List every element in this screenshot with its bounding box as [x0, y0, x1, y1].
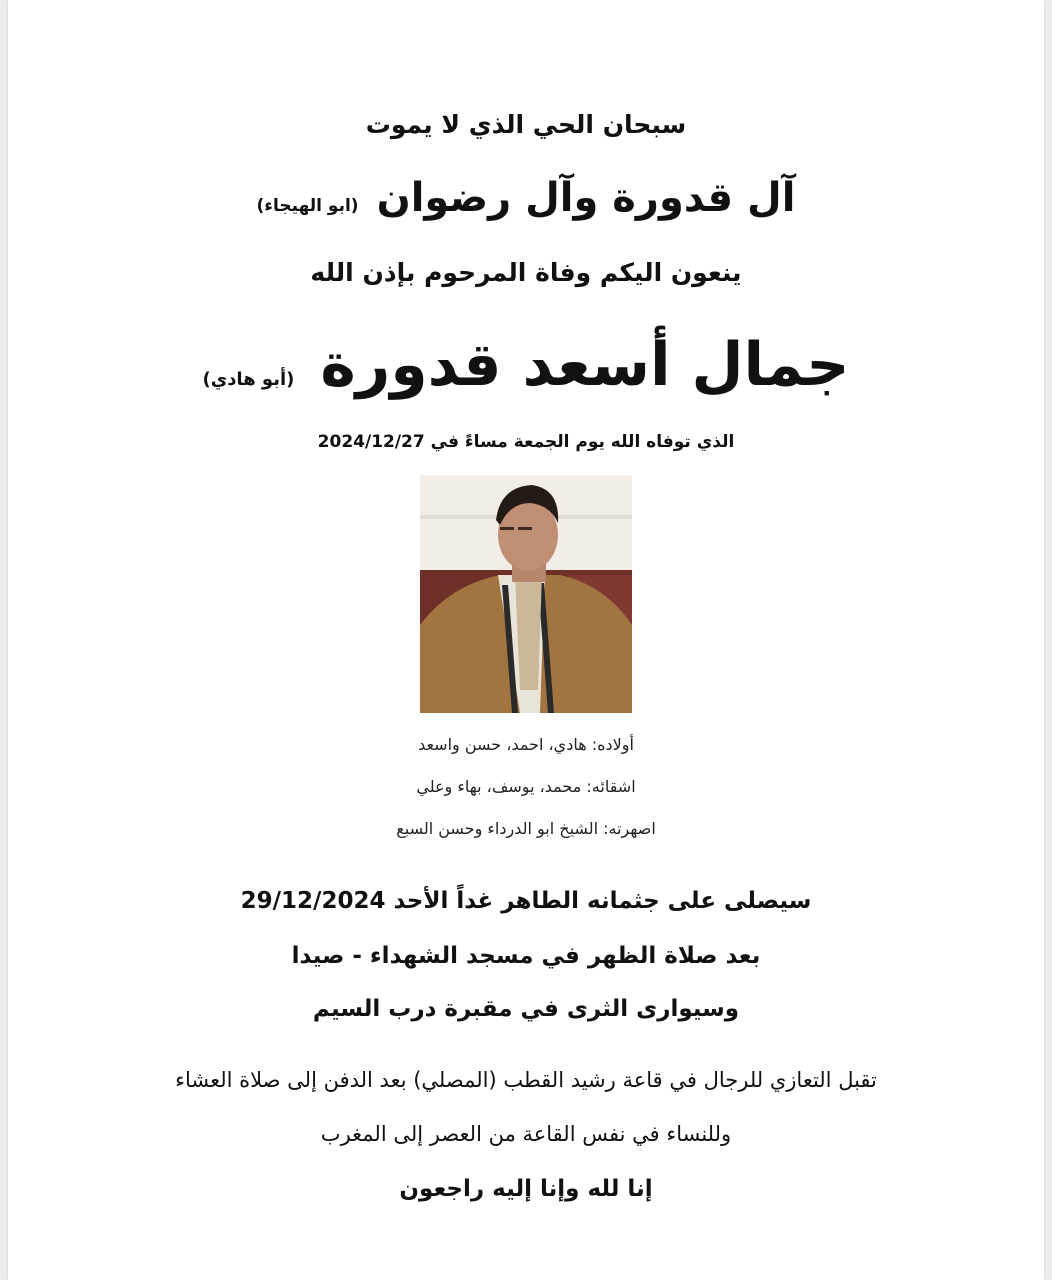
deceased-name: جمال أسعد قدورة	[320, 330, 850, 400]
deceased-photo	[420, 475, 632, 713]
condolences-men-line: تقبل التعازي للرجال في قاعة رشيد القطب (المصلي) بعد الدفن إلى صلاة العشاء	[175, 1068, 877, 1092]
prayer-location-line: بعد صلاة الظهر في مسجد الشهداء - صيدا	[291, 943, 761, 969]
families-line	[8, 175, 1044, 221]
condolences-women-line: وللنساء في نفس القاعة من العصر إلى المغرب	[320, 1122, 732, 1146]
obituary-page	[8, 0, 1044, 1280]
families-nickname: (ابو الهيجاء)	[256, 196, 359, 216]
opening-phrase: سبحان الحي الذي لا يموت	[365, 110, 687, 139]
deceased-name-line	[8, 330, 1044, 415]
funeral-prayer-line: سيصلى على جثمانه الطاهر غداً الأحد 29/12/2024	[240, 888, 812, 914]
burial-line: وسيوارى الثرى في مقبرة درب السيم	[312, 996, 740, 1022]
inlaws-line: اصهرته: الشيخ ابو الدرداء وحسن السبع	[396, 819, 656, 838]
death-date-line: الذي توفاه الله يوم الجمعة مساءً في 2024/12/27	[317, 432, 735, 452]
brothers-line: اشقائه: محمد، يوسف، بهاء وعلي	[416, 777, 636, 796]
families-name: آل قدورة وآل رضوان	[376, 175, 796, 221]
announcement-line: ينعون اليكم وفاة المرحوم بإذن الله	[310, 258, 742, 287]
closing-verse: إنا لله وإنا إليه راجعون	[399, 1176, 653, 1202]
deceased-nickname: (أبو هادي)	[202, 369, 295, 390]
sons-line: أولاده: هادي، احمد، حسن واسعد	[418, 735, 634, 754]
